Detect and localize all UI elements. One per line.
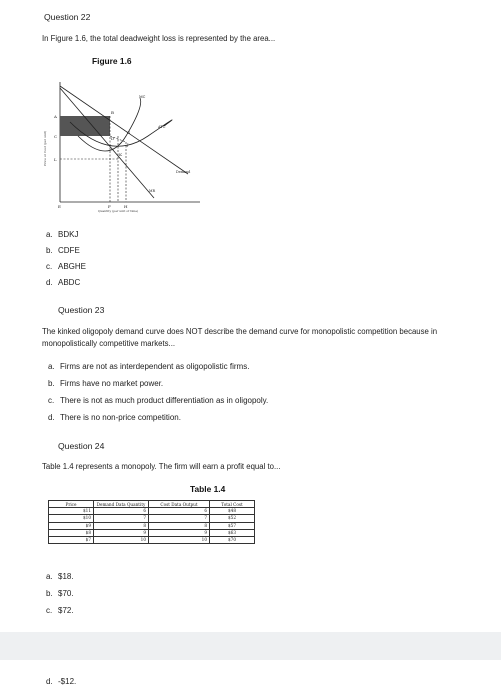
table-header-quantity: Demand Data Quantity [94, 501, 149, 508]
question-23-prompt-line1: The kinked oligopoly demand curve does NOT describe the demand curve for monopolistic competition because in [42, 327, 438, 336]
q24-option-a[interactable]: a. $18. [46, 572, 74, 581]
label-e: E [58, 204, 61, 209]
label-k: K [119, 152, 122, 157]
table-row: $7 10 10 $70 [49, 537, 255, 544]
label-g: G [127, 130, 131, 135]
table-row: $9 8 8 $57 [49, 522, 255, 529]
table-title: Table 1.4 [190, 484, 226, 494]
label-mc: MC [139, 95, 146, 99]
q24-option-d[interactable]: d. -$12. [46, 677, 77, 686]
label-d: D [111, 136, 115, 141]
table-row: $8 9 9 $63 [49, 529, 255, 536]
q22-option-d[interactable]: d. ABDC [46, 278, 81, 287]
q23-option-a[interactable]: a. Firms are not as interdependent as oligopolistic firms. [48, 362, 250, 371]
label-demand: Demand [176, 170, 191, 174]
label-mr: MR [149, 189, 156, 193]
question-24-prompt: Table 1.4 represents a monopoly. The firm will earn a profit equal to... [42, 462, 281, 471]
card-separator [0, 632, 501, 660]
q22-option-a[interactable]: a. BDKJ [46, 230, 79, 239]
q24-option-c[interactable]: c. $72. [46, 606, 74, 615]
q22-option-c[interactable]: c. ABGHE [46, 262, 87, 271]
label-h: H [124, 204, 128, 209]
shaded-profit-area [60, 116, 110, 136]
figure-title: Figure 1.6 [92, 56, 132, 66]
table-header-row [49, 501, 255, 508]
mr-curve [60, 88, 154, 198]
figure-xlabel: Quantity (per unit of time) [98, 209, 139, 213]
figure-1-6 [38, 76, 208, 224]
q22-option-b[interactable]: b. CDFE [46, 246, 80, 255]
q23-option-b[interactable]: b. Firms have no market power. [48, 379, 164, 388]
label-b: B [111, 110, 114, 115]
label-c: C [54, 134, 58, 139]
label-atc: ATC [158, 125, 166, 129]
label-f: F [108, 204, 111, 209]
q23-option-c[interactable]: c. There is not as much product differentiation as in oligopoly. [48, 396, 269, 405]
table-header-price: Price [49, 501, 94, 508]
label-a: A [54, 114, 57, 119]
question-22-prompt: In Figure 1.6, the total deadweight loss is represented by the area... [42, 34, 276, 43]
question-23-header: Question 23 [58, 305, 105, 315]
label-j: J [127, 142, 129, 147]
question-card-continued [0, 660, 501, 700]
label-l: L [54, 157, 57, 162]
question-23-prompt-line2: monopolistically competitive markets... [42, 339, 176, 348]
table-header-total-cost: Total Cost [210, 501, 255, 508]
table-header-output: Cost Data Output [149, 501, 210, 508]
question-24-header: Question 24 [58, 441, 105, 451]
figure-ylabel: Price or Cost (per unit) [43, 130, 47, 166]
table-1-4 [48, 500, 255, 544]
question-22-header: Question 22 [44, 12, 91, 22]
q24-option-b[interactable]: b. $70. [46, 589, 74, 598]
q23-option-d[interactable]: d. There is no non-price competition. [48, 413, 181, 422]
table-row: $10 7 7 $52 [49, 515, 255, 522]
table-row: $11 6 6 $48 [49, 508, 255, 515]
